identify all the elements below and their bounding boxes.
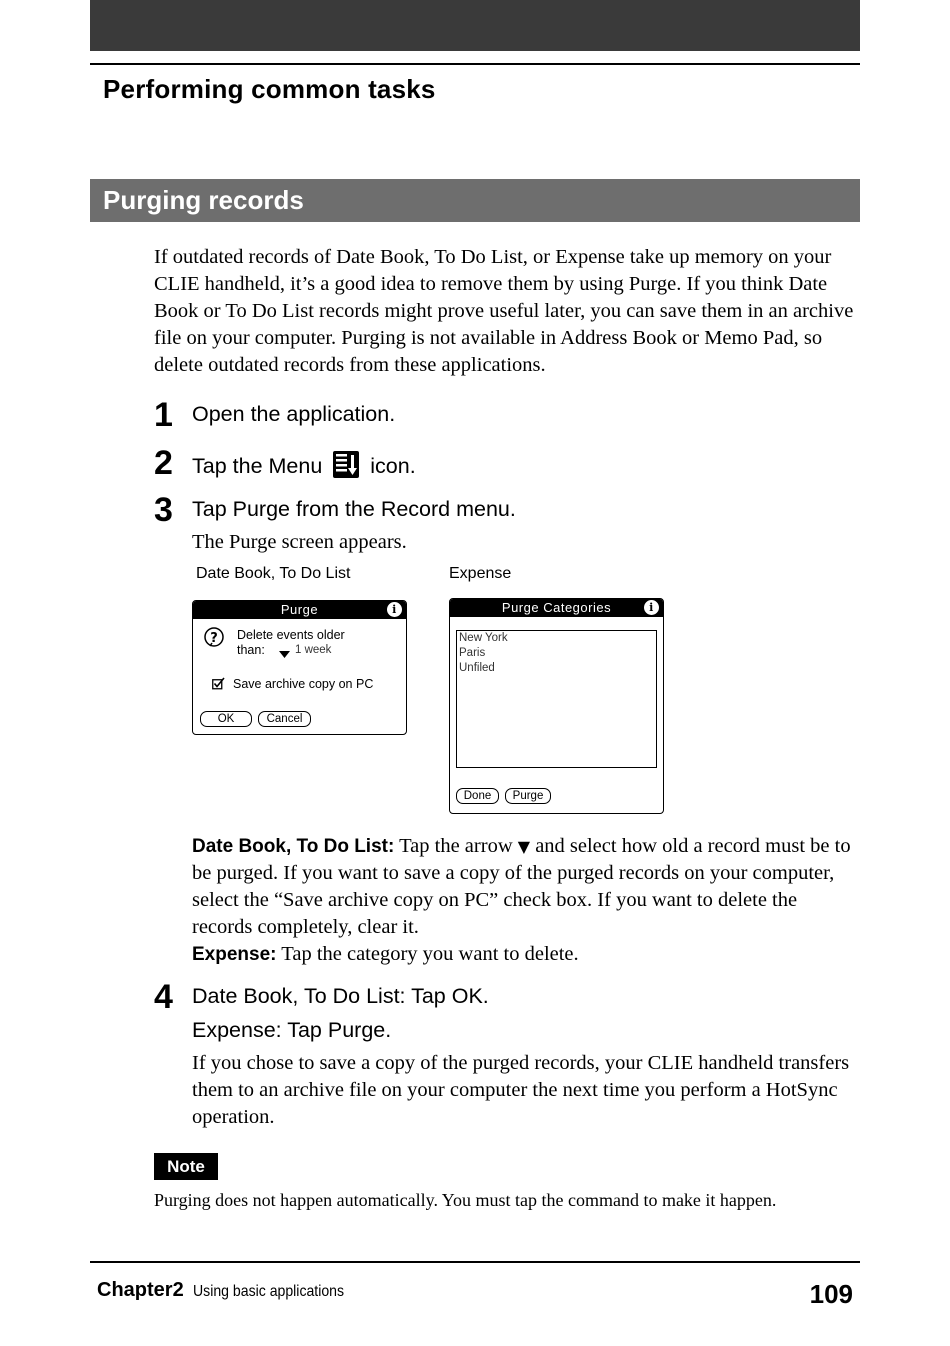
step-1-number: 1 xyxy=(154,396,173,434)
note-badge: Note xyxy=(154,1153,218,1180)
list-item[interactable]: Unfiled xyxy=(459,662,495,674)
arrow-glyph: ▼ xyxy=(517,837,531,856)
step-3-number: 3 xyxy=(154,491,173,529)
step-2-number: 2 xyxy=(154,444,173,482)
cancel-button[interactable]: Cancel xyxy=(258,711,311,727)
dialog-title: Purge xyxy=(280,602,319,617)
expense-caption: Expense xyxy=(449,565,512,582)
header-rule xyxy=(90,63,860,65)
list-item[interactable]: New York xyxy=(459,632,508,644)
dialog-line2: than: xyxy=(237,643,265,657)
datebook-text-1: Tap the arrow xyxy=(399,835,513,857)
chapter-label: Chapter2 xyxy=(97,1279,184,1301)
page-number: 109 xyxy=(809,1279,853,1309)
chapter-title: Using basic applications xyxy=(193,1283,345,1300)
list-item[interactable]: Paris xyxy=(459,647,486,659)
footer-rule xyxy=(90,1261,860,1263)
datebook-text-2: and select how old a record must be to be purged. If you want to save a copy of the purged records on your computer, select the “Save archive copy on PC” check box. If you want to delete the records completely, clear it. xyxy=(192,835,851,938)
datebook-purge-dialog xyxy=(192,600,407,735)
step-2-line xyxy=(192,450,416,479)
step-2-text-after: icon. xyxy=(370,454,416,478)
purge-button[interactable]: Purge xyxy=(505,788,551,804)
ok-button[interactable]: OK xyxy=(200,711,252,727)
done-button[interactable]: Done xyxy=(456,788,499,804)
step-4-text: Date Book, To Do List: Tap OK. xyxy=(192,984,489,1008)
details-paragraph xyxy=(192,833,862,968)
expense-text: Tap the category you want to delete. xyxy=(281,943,579,965)
datebook-instructions xyxy=(192,833,862,941)
step-3-subtext: The Purge screen appears. xyxy=(192,531,407,553)
step-4-subtext: If you chose to save a copy of the purged records, your CLIE handheld transfers them to an archive file on your computer the next time you perform a HotSync operation. xyxy=(192,1052,850,1128)
age-dropdown-value[interactable]: 1 week xyxy=(295,644,332,656)
expense-label: Expense: xyxy=(192,944,277,965)
expense-instructions xyxy=(192,941,862,968)
intro-paragraph: If outdated records of Date Book, To Do List, or Expense take up memory on your CLIE handheld, it’s a good idea to remove them by using Purge. If you think Date Book or To Do List records might prove useful later, you can save them in an archive file on your computer. Purging is not available in Address Book or Memo Pad, so delete outdated records from these applications. xyxy=(154,246,854,376)
datebook-caption: Date Book, To Do List xyxy=(196,565,351,582)
section-title: Performing common tasks xyxy=(103,74,436,104)
info-icon[interactable]: i xyxy=(387,602,402,617)
svg-text:?: ? xyxy=(210,631,218,646)
dialog-title-bar xyxy=(193,601,406,619)
step-4-number: 4 xyxy=(154,978,173,1016)
info-icon[interactable]: i xyxy=(644,600,659,615)
heading-banner xyxy=(90,179,860,222)
header-bar xyxy=(90,0,860,51)
step-3-text: Tap Purge from the Record menu. xyxy=(192,497,516,521)
step-2-text-before: Tap the Menu xyxy=(192,454,323,478)
page-heading: Purging records xyxy=(103,185,304,215)
dialog-line1: Delete events older xyxy=(237,628,345,642)
dialog-title: Purge Categories xyxy=(501,600,612,615)
category-list xyxy=(456,630,657,768)
step-4-text-2: Expense: Tap Purge. xyxy=(192,1018,392,1042)
question-icon xyxy=(203,627,225,649)
expense-purge-dialog xyxy=(449,598,664,814)
datebook-label: Date Book, To Do List: xyxy=(192,836,395,857)
archive-checkbox-label: Save archive copy on PC xyxy=(233,677,374,691)
dropdown-arrow-icon[interactable] xyxy=(279,646,290,654)
archive-checkbox[interactable] xyxy=(212,677,225,690)
step-1-text: Open the application. xyxy=(192,402,396,426)
dialog-title-bar xyxy=(450,599,663,617)
note-text: Purging does not happen automatically. You must tap the command to make it happen. xyxy=(154,1190,777,1210)
menu-icon xyxy=(332,450,360,479)
